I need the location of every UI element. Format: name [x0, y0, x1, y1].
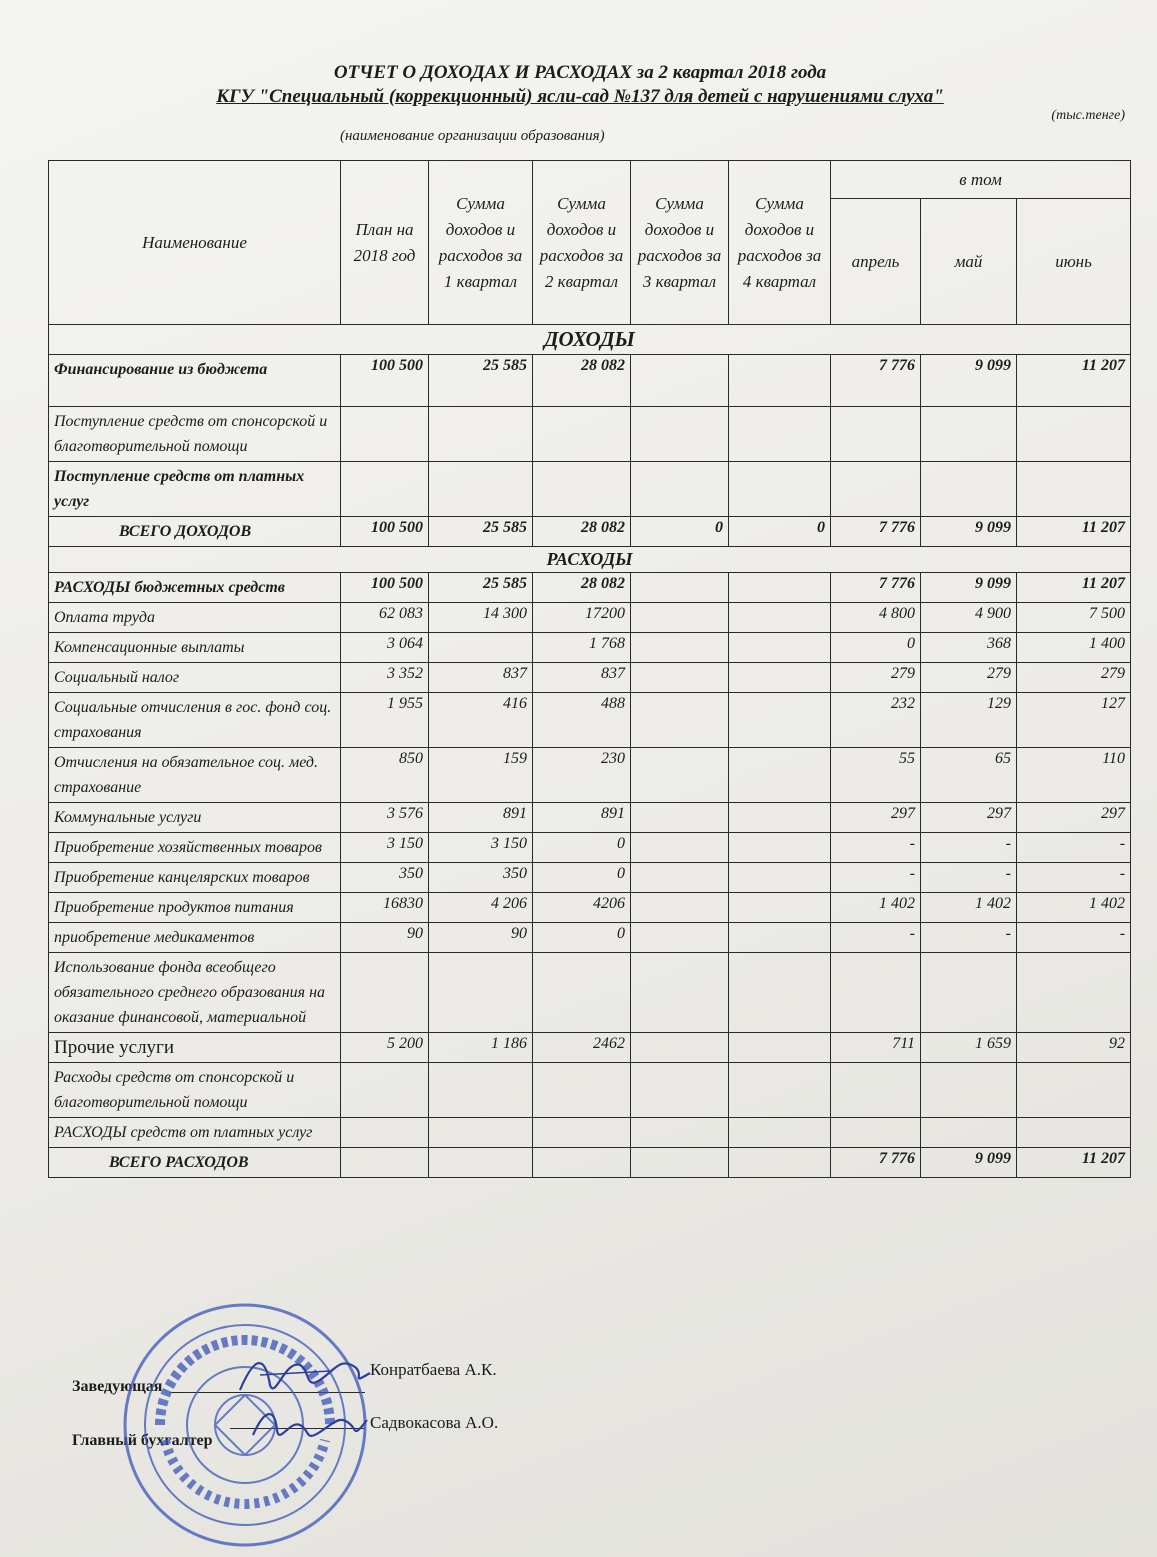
cell-may [921, 953, 1017, 1033]
cell-april: - [831, 833, 921, 863]
accountant-signature-icon [245, 1400, 375, 1450]
cell-may: - [921, 923, 1017, 953]
cell-q1: 90 [429, 923, 533, 953]
cell-q4 [729, 833, 831, 863]
row-name: ВСЕГО РАСХОДОВ [49, 1148, 341, 1178]
head-name: Конратбаева А.К. [370, 1360, 497, 1379]
cell-q2: 28 082 [533, 355, 631, 407]
cell-april: - [831, 923, 921, 953]
col-q2-header: Сумма доходов и расходов за 2 квартал [533, 161, 631, 325]
cell-q1: 3 150 [429, 833, 533, 863]
cell-may: 9 099 [921, 355, 1017, 407]
accountant-label: Главный бухгалтер [72, 1432, 213, 1449]
cell-q1 [429, 1148, 533, 1178]
cell-plan: 350 [341, 863, 429, 893]
cell-april: 7 776 [831, 517, 921, 547]
cell-q2 [533, 1118, 631, 1148]
cell-q3 [631, 1033, 729, 1063]
table-row [49, 923, 1131, 953]
cell-q2: 2462 [533, 1033, 631, 1063]
cell-q2: 1 768 [533, 633, 631, 663]
cell-plan: 100 500 [341, 517, 429, 547]
row-name: Финансирование из бюджета [49, 355, 341, 407]
row-name: Приобретение канцелярских товаров [49, 863, 341, 893]
col-name-header: Наименование [49, 161, 341, 325]
cell-q2: 4206 [533, 893, 631, 923]
cell-q1: 1 186 [429, 1033, 533, 1063]
cell-q3 [631, 803, 729, 833]
cell-q3 [631, 1063, 729, 1118]
table-row [49, 1063, 1131, 1118]
cell-q3 [631, 863, 729, 893]
cell-june [1017, 953, 1131, 1033]
cell-june [1017, 407, 1131, 462]
cell-april: 7 776 [831, 573, 921, 603]
cell-q3 [631, 462, 729, 517]
row-name: Социальные отчисления в гос. фонд соц. страхования [49, 693, 341, 748]
cell-q4 [729, 573, 831, 603]
row-name: приобретение медикаментов [49, 923, 341, 953]
income-total-row [49, 517, 1131, 547]
cell-june: 11 207 [1017, 573, 1131, 603]
cell-q4 [729, 462, 831, 517]
cell-q3 [631, 663, 729, 693]
cell-may: 9 099 [921, 573, 1017, 603]
cell-june [1017, 1063, 1131, 1118]
cell-q2: 0 [533, 833, 631, 863]
cell-q4 [729, 407, 831, 462]
cell-q4 [729, 355, 831, 407]
cell-june [1017, 1118, 1131, 1148]
cell-q4 [729, 863, 831, 893]
cell-may: 65 [921, 748, 1017, 803]
cell-april: 232 [831, 693, 921, 748]
cell-q2: 0 [533, 863, 631, 893]
table-row [49, 462, 1131, 517]
cell-q4 [729, 603, 831, 633]
cell-q3 [631, 1118, 729, 1148]
report-title: ОТЧЕТ О ДОХОДАХ И РАСХОДАХ за 2 квартал 2018 года [333, 62, 827, 83]
row-name: ВСЕГО ДОХОДОВ [49, 517, 341, 547]
cell-q3 [631, 603, 729, 633]
col-june-header: июнь [1017, 199, 1131, 325]
table-row [49, 953, 1131, 1033]
cell-q4 [729, 663, 831, 693]
row-name: Использование фонда всеобщего обязательного среднего образования на оказание финансовой, материальной [49, 953, 341, 1033]
cell-april [831, 1118, 921, 1148]
cell-plan [341, 407, 429, 462]
cell-plan: 16830 [341, 893, 429, 923]
cell-q1: 837 [429, 663, 533, 693]
row-name: Расходы средств от спонсорской и благотворительной помощи [49, 1063, 341, 1118]
cell-may: 9 099 [921, 1148, 1017, 1178]
cell-plan: 62 083 [341, 603, 429, 633]
cell-plan: 90 [341, 923, 429, 953]
expenses-total-row [49, 1148, 1131, 1178]
cell-plan: 3 352 [341, 663, 429, 693]
col-plan-header: План на 2018 год [341, 161, 429, 325]
table-row [49, 663, 1131, 693]
organization-name: КГУ "Специальный (коррекционный) ясли-сад №137 для детей с нарушениями слуха" [216, 86, 944, 107]
income-section-title: ДОХОДЫ [49, 325, 1131, 355]
currency-unit: (тыс.тенге) [1051, 108, 1125, 123]
cell-june: 279 [1017, 663, 1131, 693]
row-name: Поступление средств от платных услуг [49, 462, 341, 517]
cell-june: 92 [1017, 1033, 1131, 1063]
cell-q4 [729, 803, 831, 833]
cell-q2 [533, 462, 631, 517]
table-row [49, 603, 1131, 633]
cell-q3: 0 [631, 517, 729, 547]
cell-q1: 25 585 [429, 573, 533, 603]
cell-q3 [631, 573, 729, 603]
cell-june [1017, 462, 1131, 517]
cell-q4: 0 [729, 517, 831, 547]
table-row [49, 693, 1131, 748]
cell-q4 [729, 1033, 831, 1063]
table-row [49, 748, 1131, 803]
cell-may: 368 [921, 633, 1017, 663]
cell-may: 9 099 [921, 517, 1017, 547]
cell-april: 4 800 [831, 603, 921, 633]
cell-april: 711 [831, 1033, 921, 1063]
row-name: Отчисления на обязательное соц. мед. страхование [49, 748, 341, 803]
cell-april [831, 462, 921, 517]
cell-plan: 3 150 [341, 833, 429, 863]
cell-may: 4 900 [921, 603, 1017, 633]
cell-plan [341, 1148, 429, 1178]
cell-q4 [729, 693, 831, 748]
cell-q4 [729, 893, 831, 923]
cell-q3 [631, 748, 729, 803]
cell-april [831, 407, 921, 462]
cell-q4 [729, 633, 831, 663]
cell-q2: 488 [533, 693, 631, 748]
row-name: Приобретение хозяйственных товаров [49, 833, 341, 863]
cell-q2: 230 [533, 748, 631, 803]
cell-plan [341, 462, 429, 517]
cell-q1: 14 300 [429, 603, 533, 633]
cell-q2 [533, 953, 631, 1033]
cell-q4 [729, 953, 831, 1033]
cell-q2: 28 082 [533, 517, 631, 547]
cell-may: 1 402 [921, 893, 1017, 923]
cell-june: - [1017, 863, 1131, 893]
cell-q3 [631, 407, 729, 462]
cell-q2 [533, 1148, 631, 1178]
row-name: Компенсационные выплаты [49, 633, 341, 663]
cell-june: - [1017, 923, 1131, 953]
cell-june: 7 500 [1017, 603, 1131, 633]
expenses-section-title: РАСХОДЫ [49, 547, 1131, 573]
cell-june: 127 [1017, 693, 1131, 748]
col-q3-header: Сумма доходов и расходов за 3 квартал [631, 161, 729, 325]
cell-june: 110 [1017, 748, 1131, 803]
cell-may: - [921, 833, 1017, 863]
col-april-header: апрель [831, 199, 921, 325]
cell-q4 [729, 1118, 831, 1148]
row-name: Оплата труда [49, 603, 341, 633]
row-name: Приобретение продуктов питания [49, 893, 341, 923]
cell-q2 [533, 407, 631, 462]
cell-q3 [631, 833, 729, 863]
row-name: Социальный налог [49, 663, 341, 693]
cell-q3 [631, 1148, 729, 1178]
table-row [49, 573, 1131, 603]
cell-plan [341, 953, 429, 1033]
cell-q1 [429, 407, 533, 462]
cell-april: 7 776 [831, 1148, 921, 1178]
cell-q1 [429, 633, 533, 663]
table-row [49, 833, 1131, 863]
cell-q4 [729, 748, 831, 803]
row-name: Коммунальные услуги [49, 803, 341, 833]
row-name: Прочие услуги [49, 1033, 341, 1063]
cell-june: - [1017, 833, 1131, 863]
table-row [49, 893, 1131, 923]
organization-caption: (наименование организации образования) [340, 128, 605, 144]
cell-q3 [631, 953, 729, 1033]
cell-june: 11 207 [1017, 517, 1131, 547]
table-row [49, 407, 1131, 462]
table-row [49, 633, 1131, 663]
cell-q1: 350 [429, 863, 533, 893]
cell-plan: 850 [341, 748, 429, 803]
row-name: Поступление средств от спонсорской и благотворительной помощи [49, 407, 341, 462]
row-name: РАСХОДЫ средств от платных услуг [49, 1118, 341, 1148]
table-row [49, 803, 1131, 833]
cell-plan: 100 500 [341, 355, 429, 407]
cell-q3 [631, 923, 729, 953]
cell-plan: 1 955 [341, 693, 429, 748]
cell-q2: 891 [533, 803, 631, 833]
table-row [49, 1033, 1131, 1063]
cell-q4 [729, 923, 831, 953]
head-label: Заведующая [72, 1378, 163, 1395]
cell-may [921, 1063, 1017, 1118]
cell-may: 129 [921, 693, 1017, 748]
cell-plan: 3 576 [341, 803, 429, 833]
cell-april [831, 1063, 921, 1118]
cell-q1: 159 [429, 748, 533, 803]
cell-q1 [429, 953, 533, 1033]
cell-april: - [831, 863, 921, 893]
cell-q1 [429, 1063, 533, 1118]
cell-q2 [533, 1063, 631, 1118]
table-row [49, 1118, 1131, 1148]
cell-q3 [631, 693, 729, 748]
cell-q3 [631, 355, 729, 407]
cell-june: 1 402 [1017, 893, 1131, 923]
cell-april: 7 776 [831, 355, 921, 407]
cell-april: 279 [831, 663, 921, 693]
col-q1-header: Сумма доходов и расходов за 1 квартал [429, 161, 533, 325]
col-group-header: в том [831, 161, 1131, 199]
row-name: РАСХОДЫ бюджетных средств [49, 573, 341, 603]
cell-q1: 891 [429, 803, 533, 833]
col-q4-header: Сумма доходов и расходов за 4 квартал [729, 161, 831, 325]
cell-april: 297 [831, 803, 921, 833]
cell-april: 0 [831, 633, 921, 663]
cell-may [921, 1118, 1017, 1148]
cell-plan: 100 500 [341, 573, 429, 603]
cell-june: 11 207 [1017, 1148, 1131, 1178]
cell-plan [341, 1063, 429, 1118]
cell-may [921, 407, 1017, 462]
cell-q1: 25 585 [429, 355, 533, 407]
table-row [49, 863, 1131, 893]
cell-plan: 5 200 [341, 1033, 429, 1063]
accountant-name: Садвокасова А.О. [370, 1413, 499, 1432]
head-signature-icon [230, 1345, 380, 1405]
cell-april: 1 402 [831, 893, 921, 923]
table-row [49, 355, 1131, 407]
cell-plan: 3 064 [341, 633, 429, 663]
cell-q1: 416 [429, 693, 533, 748]
cell-q2: 837 [533, 663, 631, 693]
cell-q3 [631, 633, 729, 663]
cell-q1: 4 206 [429, 893, 533, 923]
cell-may [921, 462, 1017, 517]
cell-may: 297 [921, 803, 1017, 833]
cell-q2: 0 [533, 923, 631, 953]
cell-q1 [429, 462, 533, 517]
cell-june: 1 400 [1017, 633, 1131, 663]
cell-q1 [429, 1118, 533, 1148]
col-may-header: май [921, 199, 1017, 325]
cell-q1: 25 585 [429, 517, 533, 547]
cell-plan [341, 1118, 429, 1148]
cell-june: 11 207 [1017, 355, 1131, 407]
cell-may: - [921, 863, 1017, 893]
cell-q4 [729, 1148, 831, 1178]
report-table [48, 160, 1131, 1178]
cell-may: 279 [921, 663, 1017, 693]
cell-april: 55 [831, 748, 921, 803]
cell-may: 1 659 [921, 1033, 1017, 1063]
cell-june: 297 [1017, 803, 1131, 833]
cell-q2: 28 082 [533, 573, 631, 603]
cell-april [831, 953, 921, 1033]
cell-q2: 17200 [533, 603, 631, 633]
cell-q4 [729, 1063, 831, 1118]
cell-q3 [631, 893, 729, 923]
